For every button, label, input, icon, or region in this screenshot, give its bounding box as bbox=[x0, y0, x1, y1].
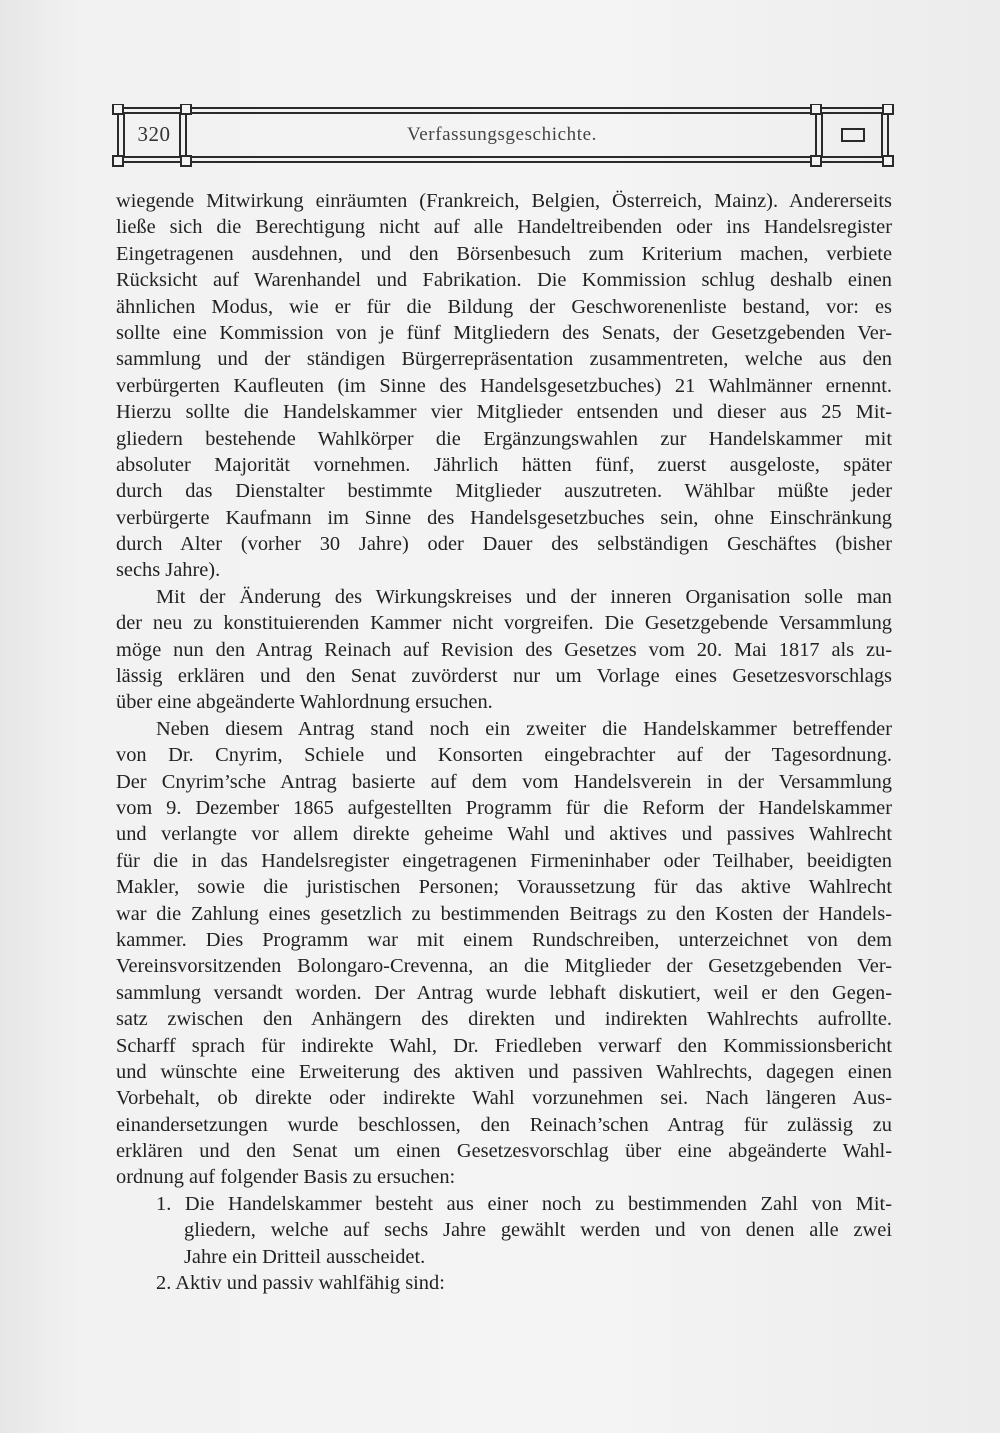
text-line: über eine abgeänderte Wahlordnung ersuchen. bbox=[116, 691, 493, 714]
text-line: für die in das Handelsregister eingetragenen Firmeninhaber oder Teilhaber, beeidigten bbox=[116, 849, 892, 872]
text-line: Rücksicht auf Warenhandel und Fabrikation. Die Kommission schlug deshalb einen bbox=[116, 269, 892, 292]
text-line: war die Zahlung eines gesetzlich zu bestimmenden Beitrags zu den Kosten der Handels- bbox=[116, 902, 892, 925]
text-line: durch Alter (vorher 30 Jahre) oder Dauer des selbständigen Geschäftes (bisher bbox=[116, 533, 892, 556]
text-line: verbürgerten Kaufleuten (im Sinne des Handelsgesetzbuches) 21 Wahlmänner ernennt. bbox=[116, 374, 892, 397]
text-line: sollte eine Kommission von je fünf Mitgliedern des Senats, der Gesetzgebenden Ver- bbox=[116, 321, 892, 344]
text-line: Mit der Änderung des Wirkungskreises und der inneren Organisation solle man bbox=[156, 585, 892, 608]
text-line: vom 9. Dezember 1865 aufgestellten Programm für die Reform der Handelskammer bbox=[116, 796, 892, 819]
text-line: Hierzu sollte die Handelskammer vier Mitglieder entsenden und dieser aus 25 Mit- bbox=[116, 401, 892, 424]
body-text bbox=[116, 188, 892, 1296]
running-title: Verfassungsgeschichte. bbox=[407, 124, 597, 145]
text-line: gliedern bestehende Wahlkörper die Ergänzungswahlen zur Handelskammer mit bbox=[116, 427, 892, 450]
list-item-1: 1. Die Handelskammer besteht aus einer noch zu bestimmenden Zahl von Mit- bbox=[156, 1192, 892, 1215]
text-line: erklären und den Senat um einen Gesetzesvorschlag über eine abgeänderte Wahl- bbox=[116, 1140, 892, 1163]
text-line: Der Cnyrim’sche Antrag basierte auf dem vom Handelsverein in der Versammlung bbox=[116, 770, 892, 793]
list-item-2: 2. Aktiv und passiv wahlfähig sind: bbox=[156, 1272, 445, 1295]
text-line: satz zwischen den Anhängern des direkten und indirekten Wahlrechts aufrollte. bbox=[116, 1008, 892, 1031]
text-line: absoluter Majorität vornehmen. Jährlich hätten fünf, zuerst ausgeloste, später bbox=[116, 453, 892, 476]
text-line: sammlung versandt worden. Der Antrag wurde lebhaft diskutiert, weil er den Gegen- bbox=[116, 981, 892, 1004]
text-line: von Dr. Cnyrim, Schiele und Konsorten eingebrachter auf der Tagesordnung. bbox=[116, 744, 892, 767]
text-line: und wünschte eine Erweiterung des aktiven und passiven Wahlrechts, dagegen einen bbox=[116, 1060, 892, 1083]
running-header bbox=[112, 104, 894, 168]
text-line: ließe sich die Berechtigung nicht auf alle Handeltreibenden oder ins Handelsregister bbox=[116, 216, 892, 239]
text-line: ähnlichen Modus, wie er für die Bildung der Geschworenenliste bestand, vor: es bbox=[116, 295, 892, 318]
text-line: wiegende Mitwirkung einräumten (Frankreich, Belgien, Österreich, Mainz). Andererseits bbox=[116, 190, 892, 212]
text-line: Jahre ein Dritteil ausscheidet. bbox=[184, 1245, 426, 1268]
text-line: sechs Jahre). bbox=[116, 559, 221, 582]
text-line: einandersetzungen wurde beschlossen, den Reinach’schen Antrag für zulässig zu bbox=[116, 1113, 892, 1136]
text-line: lässig erklären und den Senat zuvörderst nur um Vorlage eines Gesetzesvorschlags bbox=[116, 665, 892, 688]
text-line: verbürgerte Kaufmann im Sinne des Handelsgesetzbuches sein, ohne Einschränkung bbox=[116, 506, 892, 529]
text-line: Makler, sowie die juristischen Personen; Voraussetzung für das aktive Wahlrecht bbox=[116, 876, 892, 899]
page-number: 320 bbox=[137, 122, 171, 146]
text-line: durch das Dienstalter bestimmte Mitglieder auszutreten. Wählbar müßte jeder bbox=[116, 480, 892, 503]
text-line: Vereinsvorsitzenden Bolongaro-Crevenna, an die Mitglieder der Gesetzgebenden Ver- bbox=[116, 955, 892, 978]
text-line: möge nun den Antrag Reinach auf Revision des Gesetzes vom 20. Mai 1817 als zu- bbox=[116, 638, 892, 661]
text-line: sammlung und der ständigen Bürgerrepräsentation zusammentreten, welche aus den bbox=[116, 348, 892, 371]
text-line: Neben diesem Antrag stand noch ein zweiter die Handelskammer betreffender bbox=[156, 717, 892, 740]
text-line: der neu zu konstituierenden Kammer nicht vorgreifen. Die Gesetzgebende Versammlung bbox=[116, 612, 892, 635]
text-line: gliedern, welche auf sechs Jahre gewählt werden und von denen alle zwei bbox=[184, 1219, 892, 1242]
text-line: Eingetragenen ausdehnen, und den Börsenbesuch zum Kriterium machen, verbiete bbox=[116, 242, 892, 265]
text-line: ordnung auf folgender Basis zu ersuchen: bbox=[116, 1166, 456, 1189]
text-line: kammer. Dies Programm war mit einem Rundschreiben, unterzeichnet von dem bbox=[116, 928, 892, 951]
text-line: Scharff sprach für indirekte Wahl, Dr. Friedleben verwarf den Kommissionsbericht bbox=[116, 1034, 892, 1057]
text-line: und verlangte vor allem direkte geheime Wahl und aktives und passives Wahlrecht bbox=[116, 823, 892, 846]
text-line: Vorbehalt, ob direkte oder indirekte Wahl vorzunehmen sei. Nach längeren Aus- bbox=[116, 1087, 892, 1110]
